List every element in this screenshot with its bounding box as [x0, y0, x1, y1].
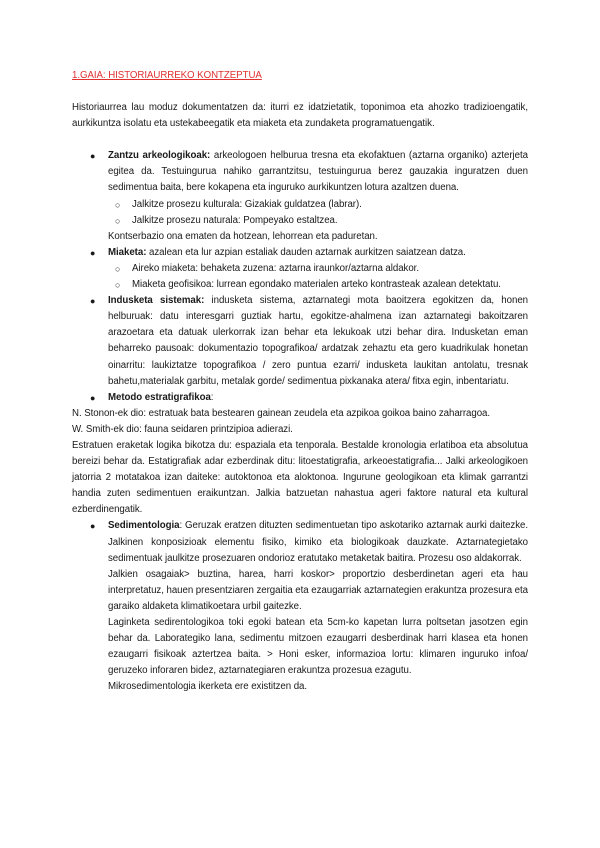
stonon-paragraph: N. Stonon-ek dio: estratuak bata bestearen gainean zeudela eta azpikoa goikoa baino zaharragoa.: [72, 407, 491, 419]
miaketa-label: Miaketa:: [108, 246, 147, 258]
document-page: [72, 68, 528, 695]
page-title: 1.GAIA: HISTORIAURREKO KONTZEPTUA: [72, 70, 262, 81]
miaketa-text: azalean eta lur azpian estaliak dauden aztarnak aurkitzen saiatzean datza.: [146, 246, 466, 258]
sub-item: ○ Aireko miaketa: behaketa zuzena: aztarna iraunkor/aztarna aldakor.: [108, 261, 528, 277]
zantzu-text: arkeologoen helburua tresna eta ekofaktuen (aztarna organiko) azterjeta egitea da. Testuingurua nahiko garrantzitsu, testuingurua berez gauzakia inguratzen duen sedimentua baita, bere kokapena eta inguruko aurkikuntzen lotura azaltzen duena.: [108, 150, 528, 194]
bullet-list-2: [72, 245, 528, 406]
sub-item: ○ Miaketa geofisikoa: lurrean egondako materialen arteko kontrasteak azalean detektatu.: [108, 277, 528, 293]
bullet-icon: ●: [90, 392, 96, 403]
sedimentologia-text: : Geruzak eratzen dituzten sedimentuetan tipo askotariko aztarnak aurki daitezke. Jalkinen konposizioak elementu fisiko, kimiko eta biologikoak dauzkate. Aztarnategietako sedimentuak jaulkitze prosezuaren ondorioz eratutako metaketak baitira. Prozesu oso aldakorrak.: [108, 520, 528, 564]
zantzu-label: Zantzu arkeologikoak:: [108, 150, 211, 162]
sub-bullet-icon: ○: [115, 199, 121, 210]
bullet-icon: ●: [90, 521, 96, 532]
bullet-item-metodo: ● Metodo estratigrafikoa:: [72, 390, 528, 406]
smith-paragraph: W. Smith-ek dio: fauna seidaren printzipioa adierazi.: [72, 423, 293, 435]
bullet-item-sedimentologia: [72, 518, 528, 695]
indusketa-label: Indusketa sistemak:: [108, 295, 205, 307]
sub-bullet-icon: ○: [115, 215, 121, 226]
sub-bullet-icon: ○: [115, 263, 121, 274]
bullet-icon: ●: [90, 296, 96, 307]
bullet-icon: ●: [90, 151, 96, 162]
zantzu-after: Kontserbazio ona ematen da hotzean, lehorrean eta paduretan.: [108, 230, 378, 242]
intro-paragraph: Historiaurrea lau moduz dokumentatzen da: iturri ez idatzietatik, toponimoa eta ahozko tradizioengatik, aurkikuntza isolatu eta ustekabeegatik eta miaketa eta zundaketa programatuengatik.: [72, 102, 528, 130]
sedimentologia-p4: Mikrosedimentologia ikerketa ere existitzen da.: [108, 681, 308, 693]
sub-bullet-icon: ○: [115, 280, 121, 291]
sedimentologia-p2: Jalkien osagaiak> buztina, harea, harri koskor> proportzio desberdinetan ageri eta hau interpretatuz, hauen presentziaren zergaitia eta ezaugarriak aztarnategien erakuntza prozesura eta garaiko aldaketa klimatikoetara urbil gaitezke.: [108, 568, 528, 612]
estratuen-paragraph: Estratuen eraketak logika bikotza du: espaziala eta tenporala. Bestalde kronologia erlatiboa eta absolutua bereizi behar da. Estatigrafiak adar ezberdinak ditu: litoestatigrafia, arkeoestatigrafia... Jalki arkeologikoen jatorria 2 motatakoa izan daiteke: autoktonoa eta aloktonoa. Ingurune geologikoan eta klimak garrantzi handia zuten sedimentuen eraikuntzan. Jalkia batzuetan nahastua ageri faktore natural eta kultural ezberdinengatik.: [72, 439, 528, 516]
indusketa-text: indusketa sistema, aztarnategi mota baoitzera egokitzen da, honen helburuak: datu interesgarri guztiak hartu, egokitze-ahalmena izan aztarnategi bakoitzaren arazoetara eta datuak ulerkorrak izan behar eta lekukoak utzi behar dira. Indusketan eman beharreko pausoak: dokumentazio topografikoa/ ardatzak zehaztu eta gero kuadrikulak honetan oinarritu: laukiztatze topografikoa / zero puntua ezarri/ indusketa laukitan antolatu, tresnak bahetu,materialak garbitu, metalak gorde/ sedimentua pixkanaka atera/ fitxa egin, inbentariatu.: [108, 295, 528, 387]
bullet-item-indusketa: [72, 293, 528, 390]
bullet-item-miaketa: [72, 245, 528, 293]
bullet-list-1: [72, 148, 528, 228]
sub-item: ○ Jalkitze prosezu naturala: Pompeyako estaltzea.: [108, 213, 528, 229]
miaketa-sublist: [108, 261, 528, 293]
bullet-item-zantzu: [72, 148, 528, 228]
bullet-list-3: [72, 518, 528, 695]
bullet-icon: ●: [90, 247, 96, 258]
zantzu-sublist: [108, 197, 528, 229]
sedimentologia-p3: Laginketa sedirentologikoa toki egoki batean eta 5cm-ko kapetan lurra poltsetan jasotzen egin behar da. Laborategiko lana, sedimentu mitzoen ezaugarri desberdinak harri klasea eta honen ezaugarri fisikoak aztertzea baita. > Honi esker, informazioa lortu: klimaren inguruko infoa/ geruzeko inforaren bidez, aztarnategiaren erakuntza prozesua ezagutu.: [108, 617, 528, 677]
sub-item: ○ Jalkitze prosezu kulturala: Gizakiak guldatzea (labrar).: [108, 197, 528, 213]
sedimentologia-label: Sedimentologia: [108, 520, 180, 532]
metodo-label: Metodo estratigrafikoa: [108, 391, 211, 403]
